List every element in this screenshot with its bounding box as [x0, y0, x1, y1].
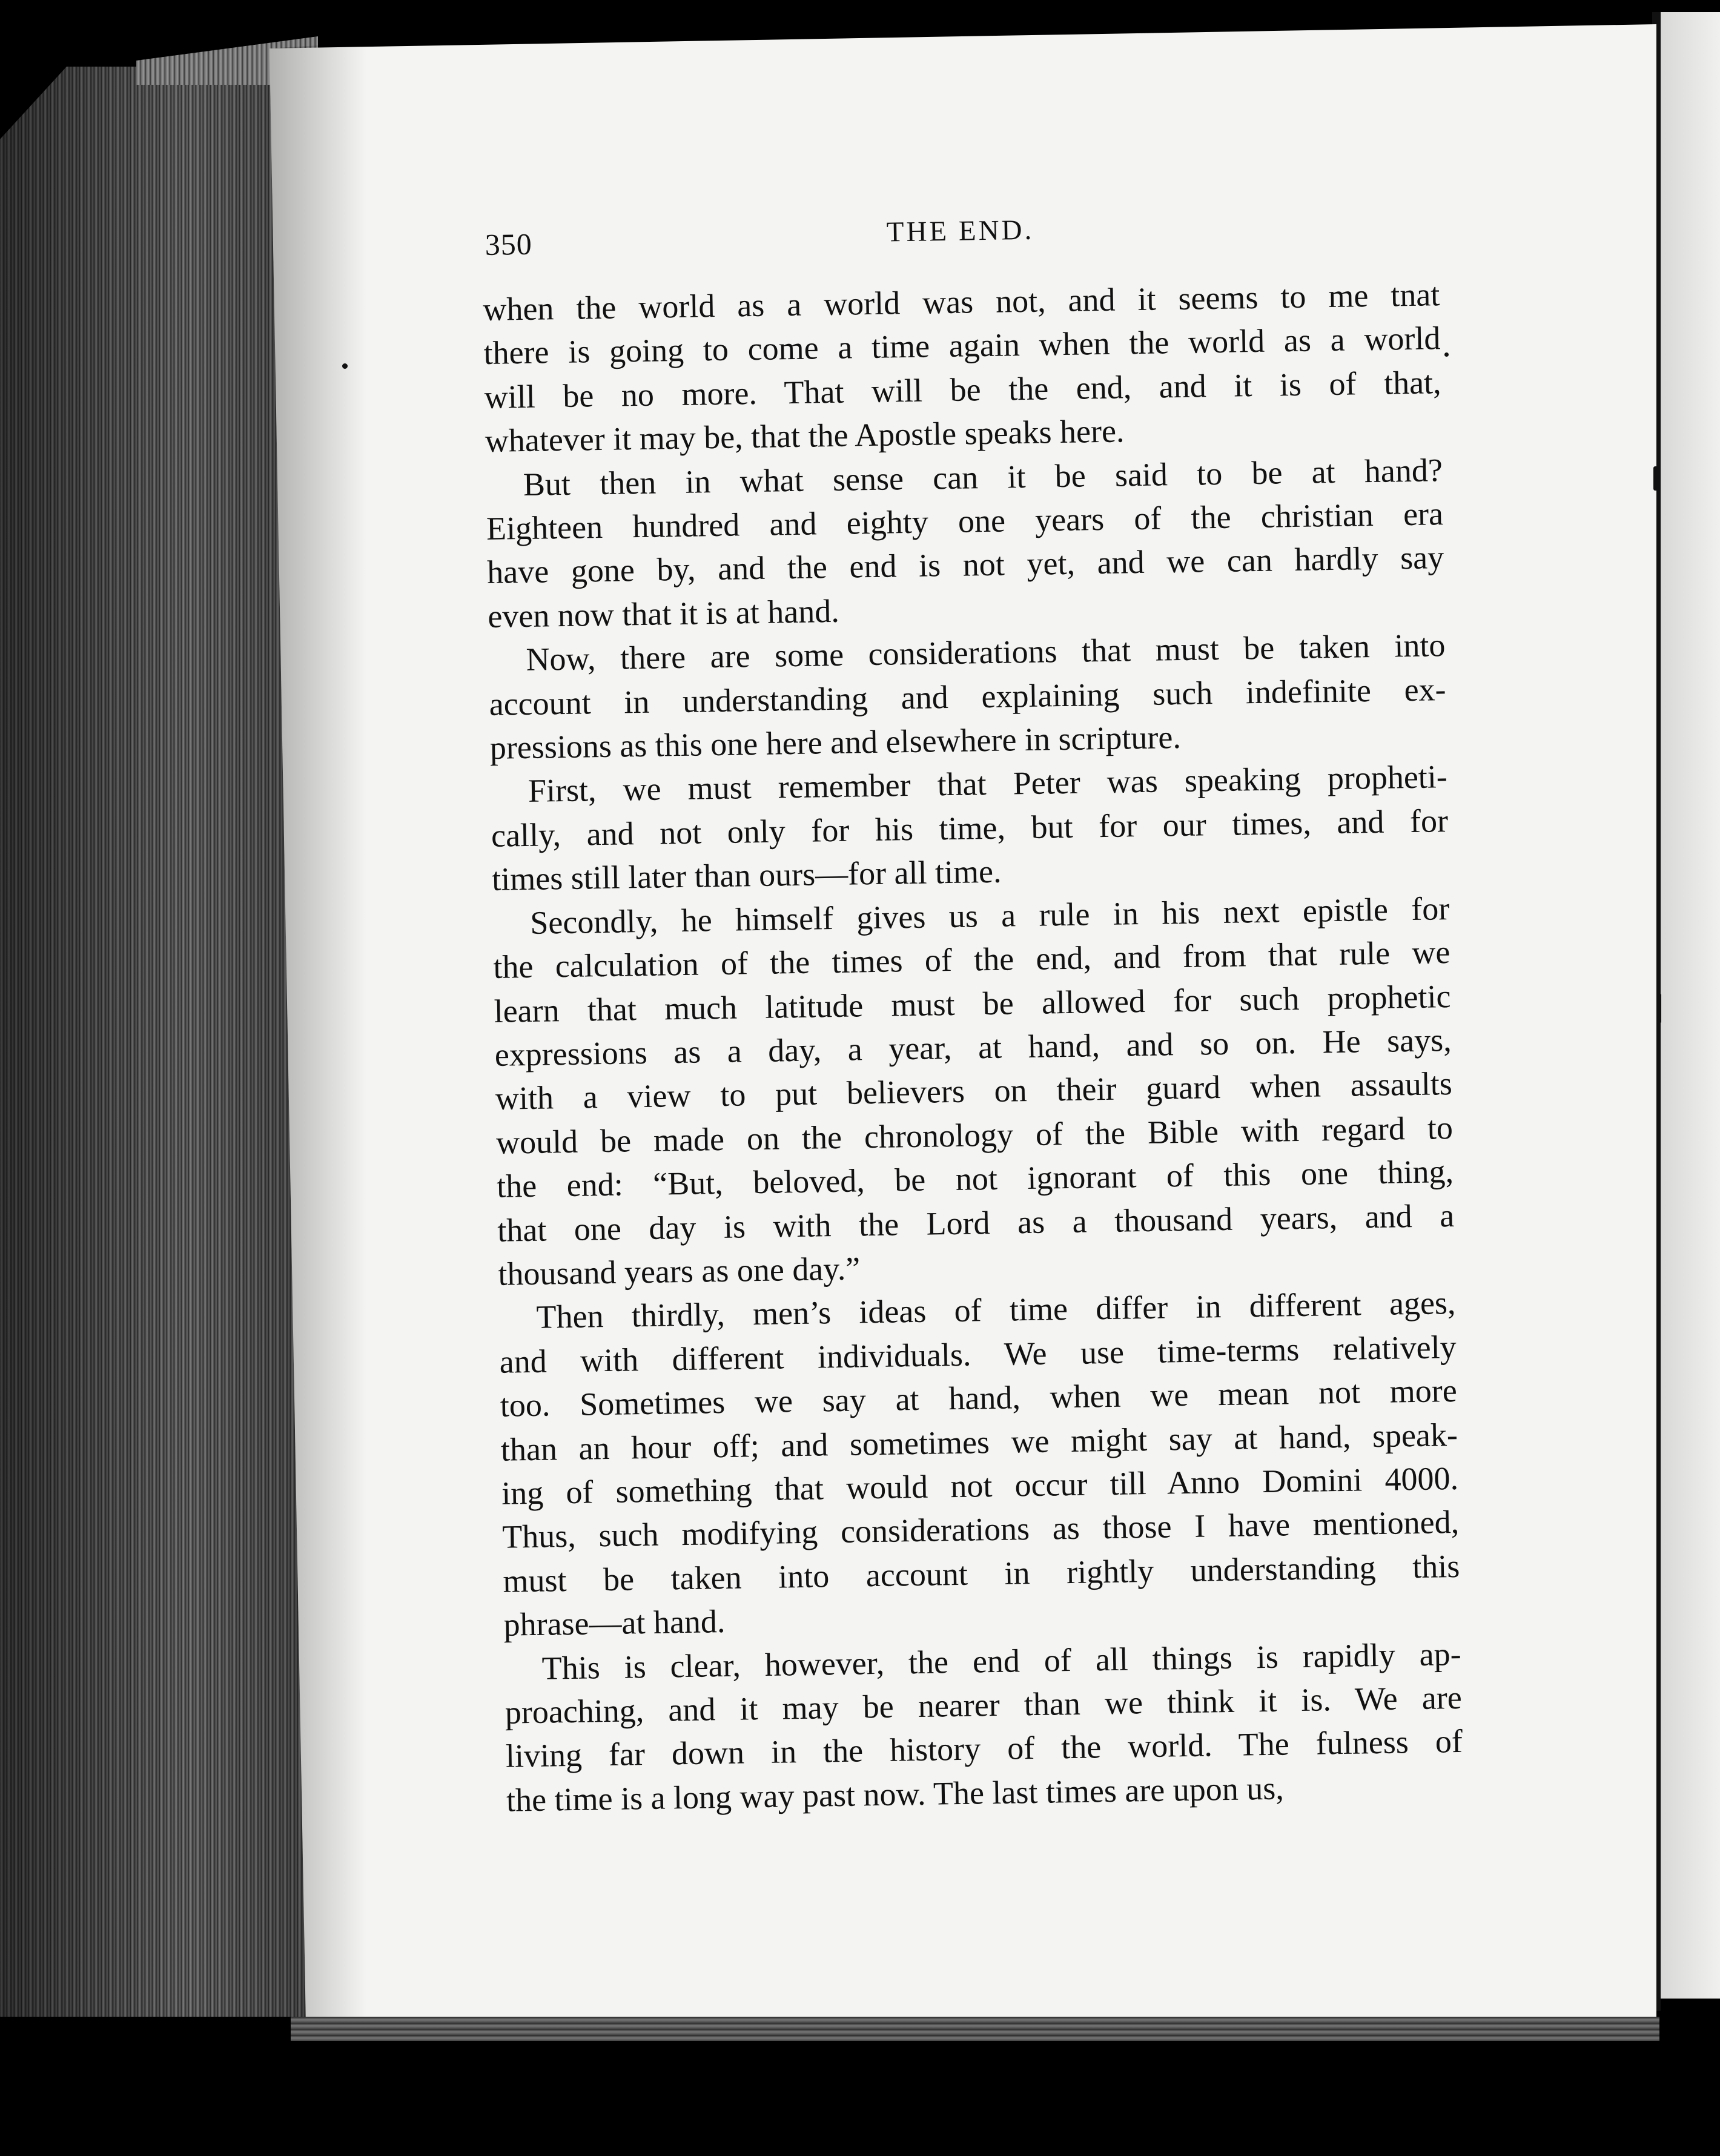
text-line: the calculation of the times of the end, and from that rule we — [493, 934, 1450, 985]
text-line: Eighteen hundred and eighty one years of the christian era — [486, 495, 1444, 547]
text-line: First, we must remember that Peter was speaking propheti- — [528, 758, 1448, 810]
scan-speck — [342, 363, 348, 369]
text-line: pressions as this one here and elsewhere in scripture. — [489, 719, 1182, 766]
scan-speck — [1656, 993, 1661, 1023]
text-line: account in understanding and explaining such indefinite ex- — [489, 670, 1446, 723]
text-line: have gone by, and the end is not yet, and we can hardly say — [486, 539, 1444, 591]
text-line: the time is a long way past now. The last times are upon us, — [506, 1770, 1285, 1819]
text-line: would be made on the chronology of the Bible with regard to — [495, 1109, 1454, 1161]
text-line: will be no more. That will be the end, and it is of that, — [484, 363, 1442, 415]
text-line: even now that it is at hand. — [487, 592, 840, 635]
text-line: But then in what sense can it be said to be at hand? — [523, 451, 1443, 503]
paragraph — [483, 273, 1442, 463]
page-header — [481, 200, 1440, 288]
running-head: THE END. — [886, 214, 1034, 248]
text-line: Thus, such modifying considerations as those I have mentioned, — [501, 1504, 1460, 1556]
text-line: living far down in the history of the world. The fulness of — [505, 1723, 1463, 1775]
page-edges-shadow — [0, 67, 315, 2017]
text-line: Now, there are some considerations that must be taken into — [526, 627, 1446, 678]
text-line: Secondly, he himself gives us a rule in his next epistle for — [529, 890, 1450, 941]
text-line: times still later than ours—for all time. — [491, 853, 1002, 898]
text-line: cally, and not only for his time, but for our times, and for — [491, 802, 1449, 854]
page-text — [481, 200, 1463, 1822]
text-line: must be taken into account in rightly understanding this — [502, 1547, 1460, 1599]
paragraph — [488, 623, 1447, 770]
text-line: there is going to come a time again when the world as a world — [483, 320, 1441, 372]
scan-speck — [1653, 466, 1658, 491]
text-line: phrase—at hand. — [503, 1603, 726, 1643]
text-line: whatever it may be, that the Apostle speaks here. — [485, 412, 1125, 460]
text-line: the end: “But, beloved, be not ignorant of this one thing, — [496, 1153, 1454, 1205]
scan-speck — [1444, 352, 1449, 357]
paragraph — [498, 1281, 1461, 1647]
text-line: thousand years as one day.” — [497, 1250, 861, 1292]
bottom-page-edges — [291, 2017, 1659, 2041]
text-line: with a view to put believers on their guard when assaults — [495, 1065, 1453, 1117]
body-text — [483, 273, 1464, 1822]
text-line: This is clear, however, the end of all things is rapidly ap- — [541, 1635, 1461, 1687]
page-number: 350 — [485, 227, 533, 262]
text-line: proaching, and it may be nearer than we think it is. We are — [504, 1679, 1463, 1731]
text-line: too. Sometimes we say at hand, when we mean not more — [500, 1372, 1458, 1424]
text-line: learn that much latitude must be allowed for such prophetic — [494, 977, 1451, 1030]
text-line: than an hour off; and sometimes we might say at hand, speak- — [500, 1416, 1458, 1468]
text-line: ing of something that would not occur till Anno Domini 4000. — [501, 1460, 1459, 1512]
paragraph — [492, 887, 1455, 1296]
text-line: when the world as a world was not, and it seems to me tnat — [482, 276, 1440, 328]
text-line: expressions as a day, a year, at hand, and so on. He says, — [494, 1021, 1452, 1073]
paragraph — [490, 755, 1449, 902]
paragraph — [485, 448, 1444, 638]
paragraph — [504, 1632, 1463, 1822]
text-line: Then thirdly, men’s ideas of time differ in different ages, — [536, 1285, 1456, 1336]
text-line: and with different individuals. We use time-terms relatively — [499, 1328, 1457, 1380]
text-line: that one day is with the Lord as a thousand years, and a — [497, 1197, 1455, 1249]
facing-page-edge — [1659, 12, 1720, 1999]
